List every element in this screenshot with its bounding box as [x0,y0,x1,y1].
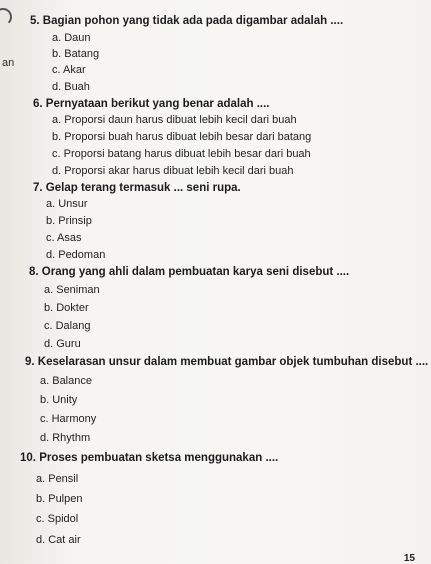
corner-mark [0,8,12,26]
question-number: 5. [30,15,40,27]
question-number: 10. [20,452,36,464]
option-9c: c. Harmony [40,413,97,425]
page-number: 15 [403,553,415,564]
option-8b: b. Dokter [44,302,89,314]
option-10c: c. Spidol [36,513,79,525]
option-10a: a. Pensil [36,473,79,485]
option-5c: c. Akar [52,64,86,76]
option-5d: d. Buah [52,81,90,93]
question-number: 9. [25,356,35,368]
question-number: 8. [29,266,39,278]
question-8 [29,266,349,278]
margin-text-fragment: an [2,57,15,69]
question-6 [33,98,270,110]
option-7c: c. Asas [46,232,82,244]
question-text: Pernyataan berikut yang benar adalah .... [45,98,270,110]
option-9d: d. Rhythm [40,432,91,444]
option-8a: a. Seniman [44,284,100,296]
question-number: 7. [33,182,43,194]
option-8d: d. Guru [44,338,81,350]
option-8c: c. Dalang [44,320,91,332]
option-7d: d. Pedoman [46,249,106,261]
option-7a: a. Unsur [46,198,88,210]
question-text: Gelap terang termasuk ... seni rupa. [45,182,241,194]
question-text: Orang yang ahli dalam pembuatan karya seni disebut .... [41,266,350,278]
option-9b: b. Unity [40,394,78,406]
question-7 [33,182,241,194]
option-7b: b. Prinsip [46,215,92,227]
question-5 [30,15,343,27]
option-6c: c. Proporsi batang harus dibuat lebih besar dari buah [52,148,311,160]
option-5b: b. Batang [52,48,100,60]
question-text: Bagian pohon yang tidak ada pada digambar adalah .... [42,15,344,27]
option-10b: b. Pulpen [36,493,83,505]
option-5a: a. Daun [52,32,91,44]
question-10 [20,452,278,464]
option-6d: d. Proporsi akar harus dibuat lebih kecil dari buah [52,165,294,177]
question-text: Keselarasan unsur dalam membuat gambar objek tumbuhan disebut .... [37,356,429,368]
option-10d: d. Cat air [36,534,81,546]
question-9 [25,356,428,368]
question-text: Proses pembuatan sketsa menggunakan .... [39,452,279,464]
option-6b: b. Proporsi buah harus dibuat lebih besar dari batang [52,131,312,143]
question-number: 6. [33,98,43,110]
option-6a: a. Proporsi daun harus dibuat lebih kecil dari buah [52,114,297,126]
option-9a: a. Balance [40,375,92,387]
